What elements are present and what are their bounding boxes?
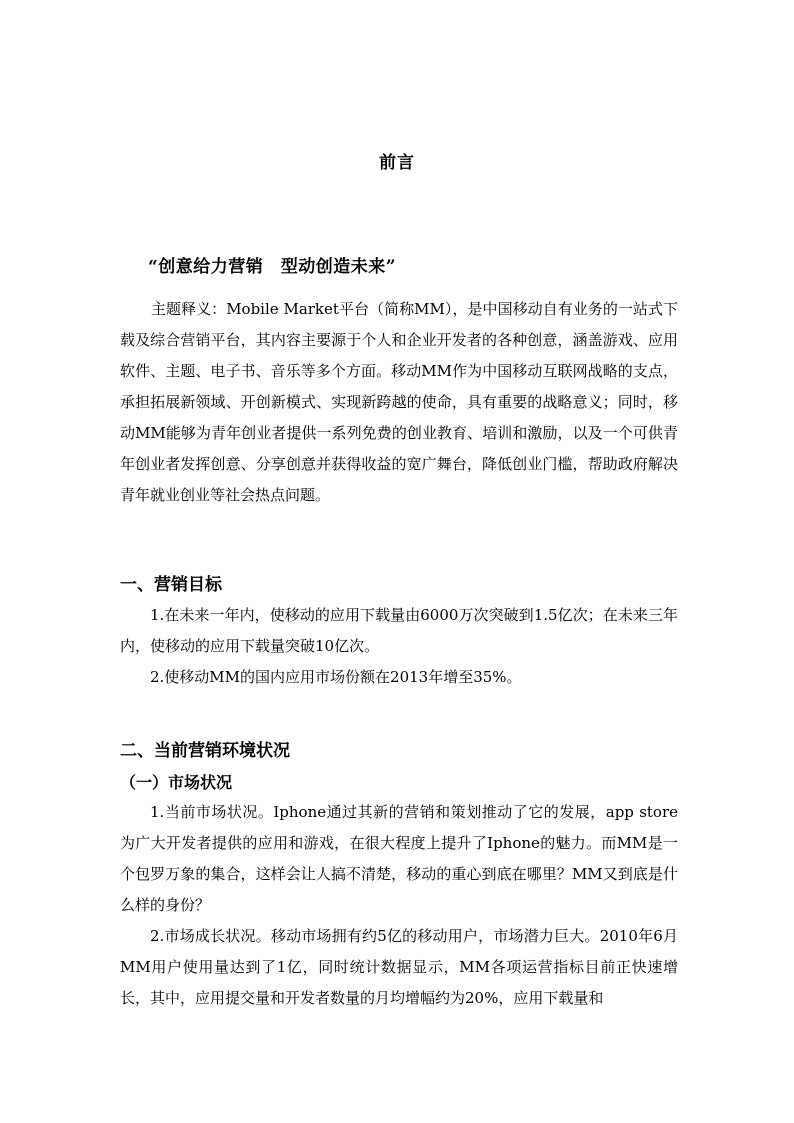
subsection-heading-market: （一）市场状况	[120, 773, 233, 792]
goal-item: 2.使移动MM的国内应用市场份额在2013年增至35%。	[150, 668, 522, 686]
page-title: 前言	[379, 153, 415, 173]
intro-paragraph: 主题释义：Mobile Market平台（简称MM），是中国移动自有业务的一站式下载及综合营销平台，其内容主要源于个人和企业开发者的各种创意，涵盖游戏、应用软件、主题、电子书、音乐等多个方面。移动MM作为中国移动互联网战略的支点，承担拓展新领域、开创新模式、实现新跨越的使命，具有重要的战略意义；同时，移动MM能够为青年创业者提供一系列免费的创业教育、培训和激励，以及一个可供青年创业者发挥创意、分享创意并获得收益的宽广舞台，降低创业门槛，帮助政府解决青年就业创业等社会热点问题。	[120, 300, 678, 504]
theme-slogan: “创意给力营销 型动创造未来”	[148, 257, 397, 277]
market-item: 1.当前市场状况。Iphone通过其新的营销和策划推动了它的发展，app store为广大开发者提供的应用和游戏，在很大程度上提升了Iphone的魅力。而MM是一个包罗万象的集合，这样会让人搞不清楚，移动的重心到底在哪里？MM又到底是什么样的身份？	[120, 803, 678, 914]
section-heading-environment: 二、当前营销环境状况	[120, 741, 290, 761]
goal-item: 1.在未来一年内，使移动的应用下载量由6000万次突破到1.5亿次；在未来三年内，使移动的应用下载量突破10亿次。	[120, 606, 678, 655]
section-heading-goals: 一、营销目标	[120, 575, 222, 595]
market-list	[120, 797, 678, 1014]
market-item: 2.市场成长状况。移动市场拥有约5亿的移动用户，市场潜力巨大。2010年6月MM用户使用量达到了1亿，同时统计数据显示，MM各项运营指标目前正快速增长，其中，应用提交量和开发者数量的月均增幅约为20%，应用下载量和	[120, 927, 678, 1007]
goals-list	[120, 600, 678, 693]
